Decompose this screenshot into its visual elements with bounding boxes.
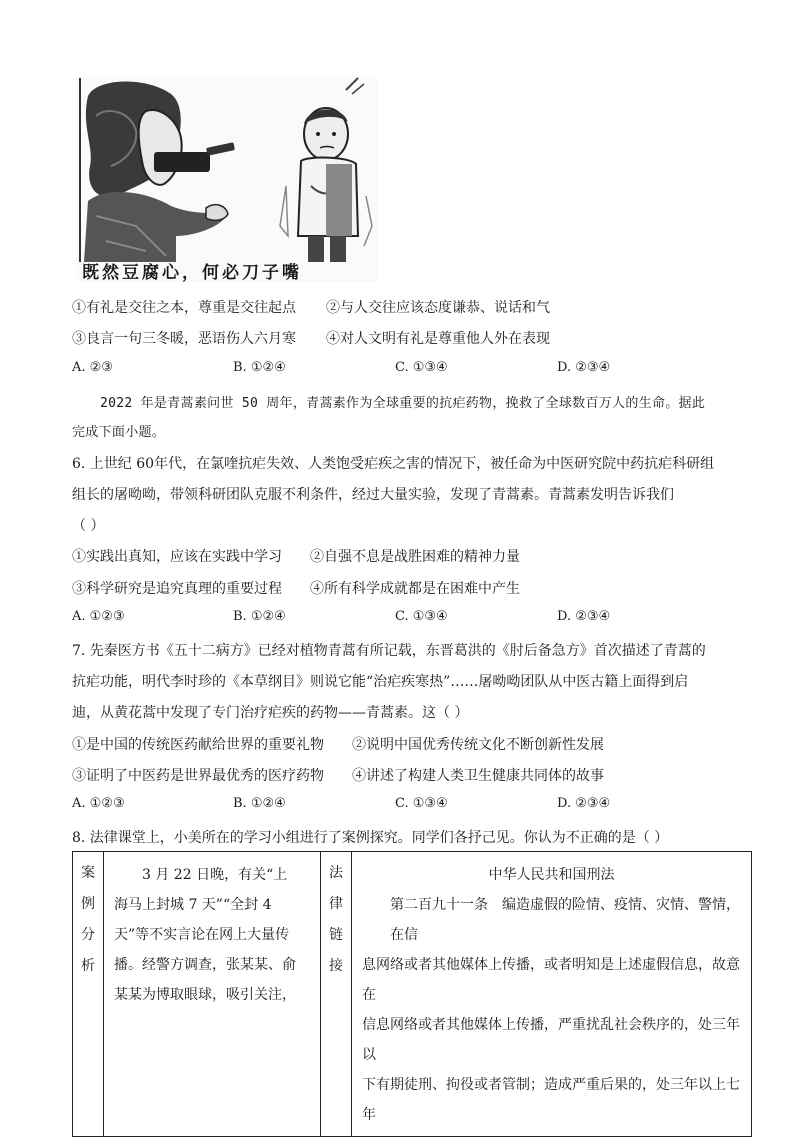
q7-option-1: ①是中国的传统医药献给世界的重要礼物: [72, 737, 324, 753]
q7-stem-1: 7. 先秦医方书《五十二病方》已经对植物青蒿有所记载，东晋葛洪的《肘后备急方》首次描述了青蒿的: [72, 643, 706, 659]
q7-stem-2: 抗疟功能，明代李时珍的《本草纲目》则说它能“治疟疾寒热”……屠呦呦团队从中医古籍上面得到启: [72, 674, 689, 690]
q7-stem-3: 迪，从黄花蒿中发现了专门治疗疟疾的药物——青蒿素。这（ ）: [72, 705, 469, 721]
law-link-text: 中华人民共和国刑法 第二百九十一条 编造虚假的险情、疫情、灾情、警情，在信 息网络或者其他媒体上传播，或者明知是上述虚假信息，故意在 信息网络或者其他媒体上传播，严重扰乱社会秩序的，处三年以 下有期徒刑、拘役或者管制；造成严重后果的，处三年以上七年: [352, 852, 752, 1137]
cartoon-drawing: [76, 76, 378, 282]
q5-choice-a[interactable]: A. ②③: [72, 360, 113, 375]
q5-option-4: ④对人文明有礼是尊重他人外在表现: [326, 331, 550, 347]
q8-stem: 8. 法律课堂上，小美所在的学习小组进行了案例探究。同学们各抒己见。你认为不正确的是（ ）: [72, 830, 669, 846]
q6-choice-c[interactable]: C. ①③④: [395, 609, 448, 624]
q6-choice-b[interactable]: B. ①②④: [233, 609, 286, 624]
q6-stem-2: 组长的屠呦呦，带领科研团队克服不利条件，经过大量实验，发现了青蒿素。青蒿素发明告诉我们: [72, 487, 674, 503]
q6-option-1: ①实践出真知，应该在实践中学习: [72, 549, 282, 565]
cartoon-image: [76, 76, 378, 282]
story-line-1: 2022 年是青蒿素问世 50 周年，青蒿素作为全球重要的抗疟药物，挽救了全球数百万人的生命。据此: [100, 396, 706, 411]
q5-option-3: ③良言一句三冬暖，恶语伤人六月寒: [72, 331, 296, 347]
q7-choice-d[interactable]: D. ②③④: [557, 796, 611, 811]
case-table: [72, 851, 752, 1137]
case-analysis-label: 案 例 分 析: [73, 852, 104, 1137]
q5-choice-c[interactable]: C. ①③④: [395, 360, 448, 375]
q7-option-4: ④讲述了构建人类卫生健康共同体的故事: [352, 768, 604, 784]
q6-option-3: ③科学研究是追究真理的重要过程: [72, 581, 282, 597]
q6-choice-d[interactable]: D. ②③④: [557, 609, 611, 624]
law-link-label: 法 律 链 接: [321, 852, 352, 1137]
q6-answer-bracket: （ ）: [72, 518, 105, 534]
q7-option-2: ②说明中国优秀传统文化不断创新性发展: [352, 737, 604, 753]
q7-choice-a[interactable]: A. ①②③: [72, 796, 125, 811]
q5-option-1: ①有礼是交往之本，尊重是交往起点: [72, 300, 296, 316]
q5-choice-b[interactable]: B. ①②④: [233, 360, 286, 375]
story-line-2: 完成下面小题。: [72, 425, 166, 440]
q6-option-4: ④所有科学成就都是在困难中产生: [310, 581, 520, 597]
case-analysis-text: 3 月 22 日晚，有关“上 海马上封城 7 天”“全封 4 天”等不实言论在网上大量传 播。经警方调查，张某某、俞 某某为博取眼球，吸引关注，: [104, 852, 321, 1137]
q7-choice-b[interactable]: B. ①②④: [233, 796, 286, 811]
q6-option-2: ②自强不息是战胜困难的精神力量: [310, 549, 520, 565]
q5-choice-d[interactable]: D. ②③④: [557, 360, 611, 375]
q7-option-3: ③证明了中医药是世界最优秀的医疗药物: [72, 768, 324, 784]
cartoon-caption: 既然豆腐心，何必刀子嘴: [82, 263, 302, 283]
q6-stem-1: 6. 上世纪 60年代，在氯喹抗疟失效、人类饱受疟疾之害的情况下，被任命为中医研究院中药抗疟科研组: [72, 456, 715, 472]
q5-option-2: ②与人交往应该态度谦恭、说话和气: [326, 300, 550, 316]
q6-choice-a[interactable]: A. ①②③: [72, 609, 125, 624]
q7-choice-c[interactable]: C. ①③④: [395, 796, 448, 811]
law-title: 中华人民共和国刑法: [488, 867, 615, 883]
